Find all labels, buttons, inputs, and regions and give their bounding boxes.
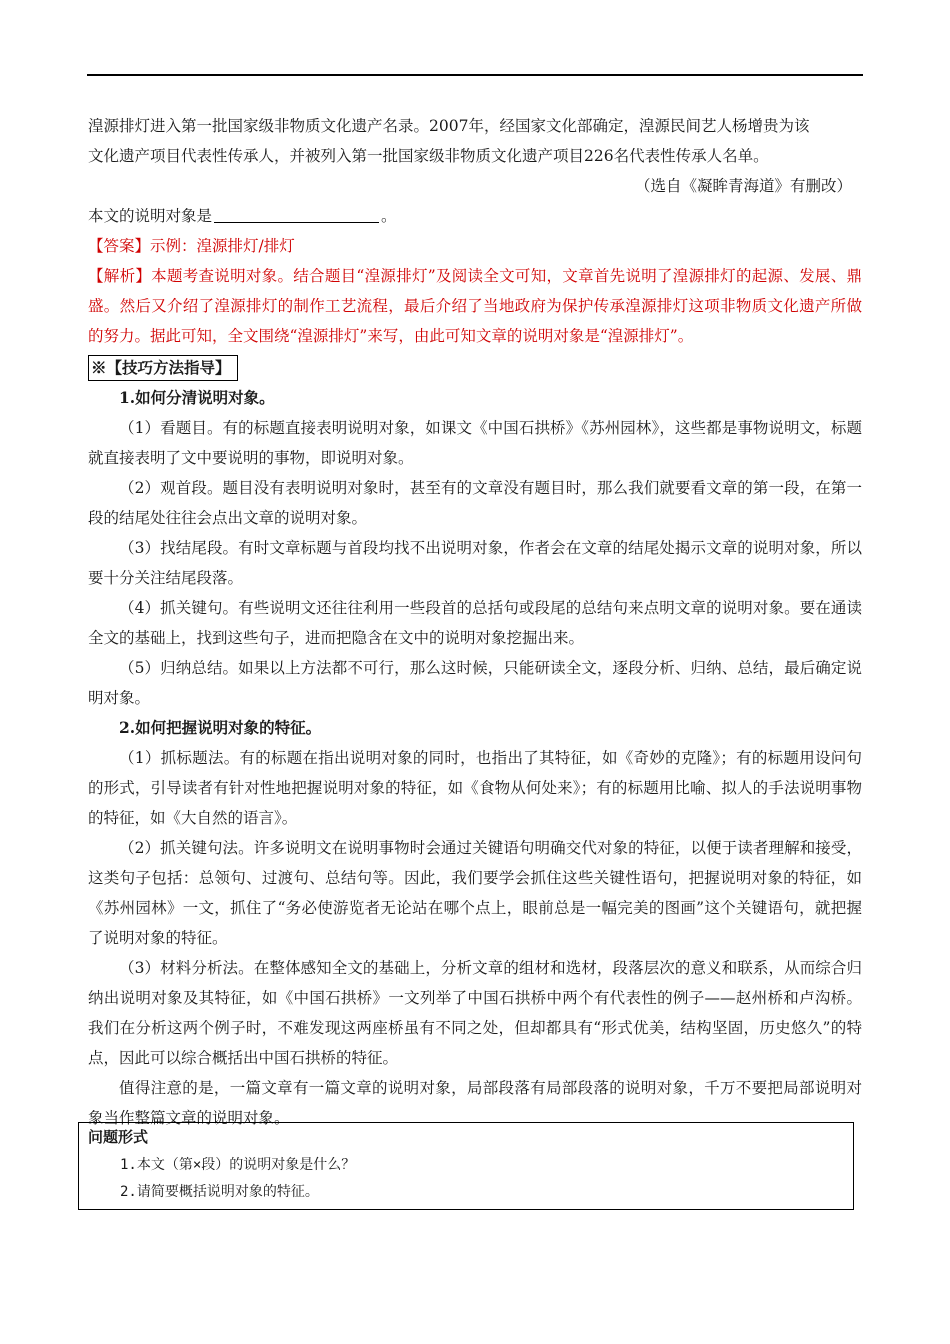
question-forms-title: 问题形式 [88,1128,149,1146]
answer [88,231,862,261]
question-form-item: 2.请简要概括说明对象的特征。 [120,1184,319,1200]
question-form-item: 1.本文（第×段）的说明对象是什么？ [120,1157,356,1173]
guide-item: （2）抓关键句法。许多说明文在说明事物时会通过关键语句明确交代对象的特征，以便于读者理解和接受，这类句子包括：总领句、过渡句、总结句等。因此，我们要学会抓住这些关键性语句，把握说明对象的特征，如《苏州园林》一文，抓住了“务必使游览者无论站在哪个点上，眼前总是一幅完美的图画”这个关键语句，就把握了说明对象的特征。 [88,839,862,947]
guide-item: （5）归纳总结。如果以上方法都不可行，那么这时候，只能研读全文，逐段分析、归纳、总结，最后确定说明对象。 [88,659,862,707]
guide-item: （3）找结尾段。有时文章标题与首段均找不出说明对象，作者会在文章的结尾处揭示文章的说明对象，所以要十分关注结尾段落。 [88,539,862,587]
passage-line: 湟源排灯进入第一批国家级非物质文化遗产名录。2007年，经国家文化部确定，湟源民间艺人杨增贵为该 [88,117,810,135]
guide-title: ※【技巧方法指导】 [88,355,238,381]
analysis-text: 本题考查说明对象。结合题目“湟源排灯”及阅读全文可知，文章首先说明了湟源排灯的起源、发展、鼎盛。然后又介绍了湟源排灯的制作工艺流程，最后介绍了当地政府为保护传承湟源排灯这项非物质文化遗产所做的努力。据此可知，全文围绕“湟源排灯”来写，由此可知文章的说明对象是“湟源排灯”。 [88,267,862,345]
analysis [88,261,862,351]
question-suffix: 。 [381,207,397,225]
guide-title-row [88,351,862,383]
passage-source: （选自《凝眸青海道》有删改） [634,177,852,195]
answer-blank [214,204,379,223]
question-forms-box [78,1122,854,1210]
guide-item: （1）抓标题法。有的标题在指出说明对象的同时，也指出了其特征，如《奇妙的克隆》；有的标题用设问句的形式，引导读者有针对性地把握说明对象的特征，如《食物从何处来》；有的标题用比喻、拟人的手法说明事物的特征，如《大自然的语言》。 [88,749,862,827]
question [88,201,862,231]
question-prefix: 本文的说明对象是 [88,207,213,225]
analysis-label: 【解析】 [88,267,152,285]
section-heading: 1.如何分清说明对象。 [119,388,275,407]
guide-note: 值得注意的是，一篇文章有一篇文章的说明对象，局部段落有局部段落的说明对象，千万不要把局部说明对象当作整篇文章的说明对象。 [88,1079,862,1127]
passage-line: 文化遗产项目代表性传承人，并被列入第一批国家级非物质文化遗产项目226名代表性传承人名单。 [88,147,769,165]
document-body [88,111,862,1133]
guide-item: （1）看题目。有的标题直接表明说明对象，如课文《中国石拱桥》《苏州园林》，这些都是事物说明文，标题就直接表明了文中要说明的事物，即说明对象。 [88,419,862,467]
section-heading: 2.如何把握说明对象的特征。 [119,718,322,737]
guide-item: （3）材料分析法。在整体感知全文的基础上，分析文章的组材和选材，段落层次的意义和联系，从而综合归纳出说明对象及其特征，如《中国石拱桥》一文列举了中国石拱桥中两个有代表性的例子——赵州桥和卢沟桥。我们在分析这两个例子时，不难发现这两座桥虽有不同之处，但却都具有“形式优美，结构坚固，历史悠久”的特点，因此可以综合概括出中国石拱桥的特征。 [88,959,862,1067]
answer-text: 示例：湟源排灯/排灯 [150,237,295,255]
guide-item: （4）抓关键句。有些说明文还往往利用一些段首的总括句或段尾的总结句来点明文章的说明对象。要在通读全文的基础上，找到这些句子，进而把隐含在文中的说明对象挖掘出来。 [88,599,862,647]
guide-item: （2）观首段。题目没有表明说明对象时，甚至有的文章没有题目时，那么我们就要看文章的第一段，在第一段的结尾处往往会点出文章的说明对象。 [88,479,862,527]
answer-label: 【答案】 [88,237,151,255]
header-rule [87,74,863,76]
